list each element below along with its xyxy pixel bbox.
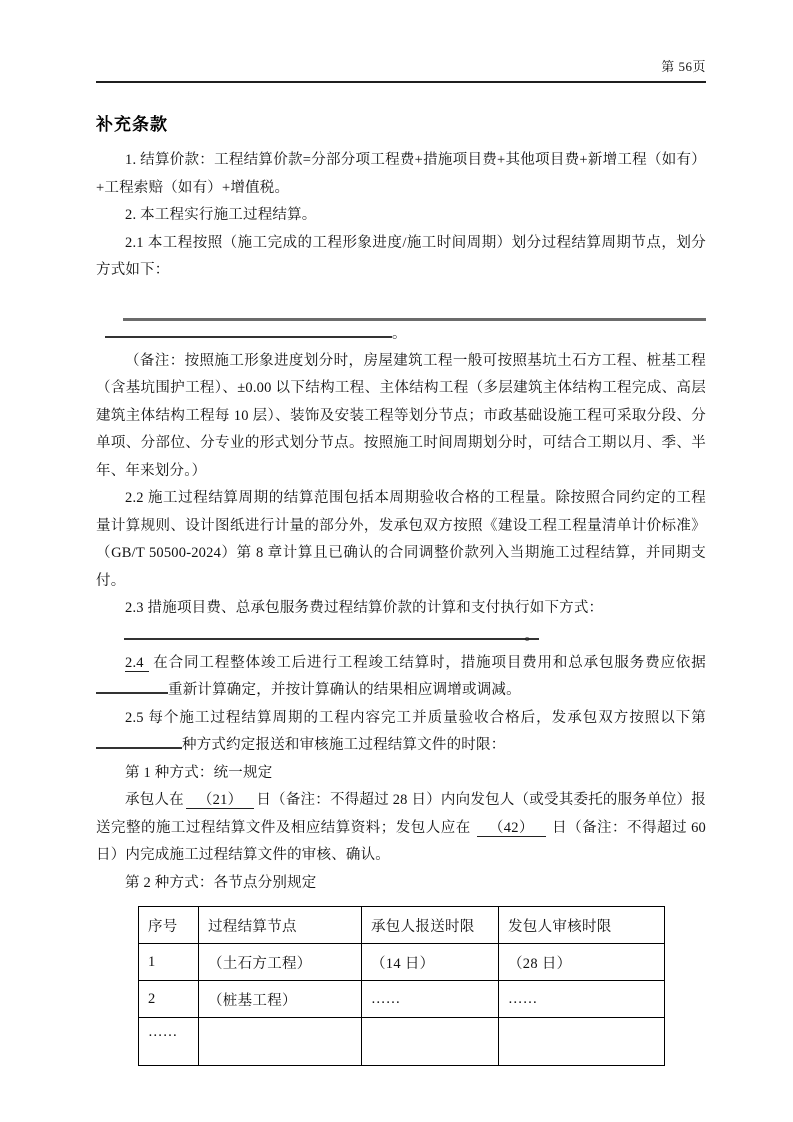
table-row <box>139 944 665 981</box>
fill-in-blank-line-2 <box>105 321 392 338</box>
clause-2-4-text-b: 重新计算确定，并按计算确认的结果相应调增或调减。 <box>168 682 521 698</box>
clause-2-1: 2.1 本工程按照（施工完成的工程形象进度/施工时间周期）划分过程结算周期节点，划分方式如下： <box>96 234 706 278</box>
table-header-row <box>139 907 665 944</box>
header-rule <box>96 81 706 83</box>
fill-in-blank-basis <box>96 677 168 694</box>
cell-node: （土石方工程） <box>199 944 362 981</box>
cell-employer-deadline: （28 日） <box>499 944 665 981</box>
fill-in-blank-line-3-row <box>96 623 706 650</box>
clause-2-4-number: 2.4 <box>125 655 149 672</box>
method-1-text-b: 日（备注：不得超过 28 日）内向发包人（或受其委托的服务单位）报送完整的施工过程结算文件及相应结算资料；发包人应在 <box>96 792 706 836</box>
cell-contractor-deadline <box>362 1018 499 1066</box>
page-header <box>96 0 706 83</box>
settlement-nodes-table <box>138 906 665 1066</box>
period-after-blank-2: 。 <box>392 325 407 342</box>
table-row <box>139 1018 665 1066</box>
cell-employer-deadline: …… <box>499 981 665 1018</box>
clause-2-4-text-a: 在合同工程整体竣工后进行工程竣工结算时，措施项目费用和总承包服务费应依据 <box>148 654 706 671</box>
clause-2-2: 2.2 施工过程结算周期的结算范围包括本周期验收合格的工程量。除按照合同约定的工程量计算规则、设计图纸进行计量的部分外，发承包双方按照《建设工程工程量清单计价标准》（GB/T 50500-2024）第 8 章计算且已确认的合同调整价款列入当期施工过程结算，并同期支付。 <box>96 490 706 589</box>
fill-in-blank-method-number <box>96 732 182 749</box>
method-1-body <box>96 787 706 870</box>
method-2-title: 第 2 种方式：各节点分别规定 <box>125 874 317 891</box>
col-header-contractor-deadline: 承包人报送时限 <box>362 907 499 944</box>
method-1-text-c: 日（备注：不得超过 60 日）内完成施工过程结算文件的审核、确认。 <box>96 819 706 863</box>
cell-employer-deadline <box>499 1018 665 1066</box>
clause-2-3: 2.3 措施项目费、总承包服务费过程结算价款的计算和支付执行如下方式： <box>125 600 604 616</box>
table-row <box>139 981 665 1018</box>
document-body <box>96 110 706 1066</box>
clause-2-5-text-a: 2.5 每个施工过程结算周期的工程内容完工并质量验收合格后，发承包双方按照以下第 <box>125 709 706 726</box>
method-1-title: 第 1 种方式：统一规定 <box>125 764 273 781</box>
cell-seq: …… <box>139 1018 199 1066</box>
fill-in-days-42: （42） <box>477 820 546 837</box>
fill-in-days-21: （21） <box>186 792 254 809</box>
method-1-text-a: 承包人在 <box>125 792 184 808</box>
cell-seq: 1 <box>139 944 199 981</box>
section-title: 补充条款 <box>96 115 168 134</box>
clause-1: 1. 结算价款：工程结算价款=分部分项工程费+措施项目费+其他项目费+新增工程（如有）+工程索赔（如有）+增值税。 <box>96 152 706 196</box>
col-header-seq: 序号 <box>139 907 199 944</box>
fill-in-blank-line-2-row <box>96 321 706 348</box>
clause-2-4 <box>96 650 706 705</box>
col-header-employer-deadline: 发包人审核时限 <box>499 907 665 944</box>
clause-2: 2. 本工程实行施工过程结算。 <box>125 207 317 223</box>
cell-node <box>199 1018 362 1066</box>
note-paragraph: （备注：按照施工形象进度划分时，房屋建筑工程一般可按照基坑土石方工程、桩基工程（含基坑围护工程）、±0.00 以下结构工程、主体结构工程（多层建筑主体结构工程完成、高层建筑主体结构工程每 10 层）、装饰及安装工程等划分节点；市政基础设施工程可采取分段、分单项、分部位、分专业的形式划分节点。按照施工时间周期划分时，可结合工期以月、季、半年、年来划分。） <box>96 352 706 479</box>
cell-node: （桩基工程） <box>199 981 362 1018</box>
fill-in-blank-line-3: 。 <box>124 623 539 640</box>
clause-2-5 <box>96 705 706 760</box>
cell-seq: 2 <box>139 981 199 1018</box>
fill-in-blank-line-1 <box>123 298 706 321</box>
col-header-node: 过程结算节点 <box>199 907 362 944</box>
cell-contractor-deadline: （14 日） <box>362 944 499 981</box>
page-number: 第 56页 <box>661 59 706 74</box>
cell-contractor-deadline: …… <box>362 981 499 1018</box>
clause-2-5-text-b: 种方式约定报送和审核施工过程结算文件的时限： <box>182 737 506 753</box>
